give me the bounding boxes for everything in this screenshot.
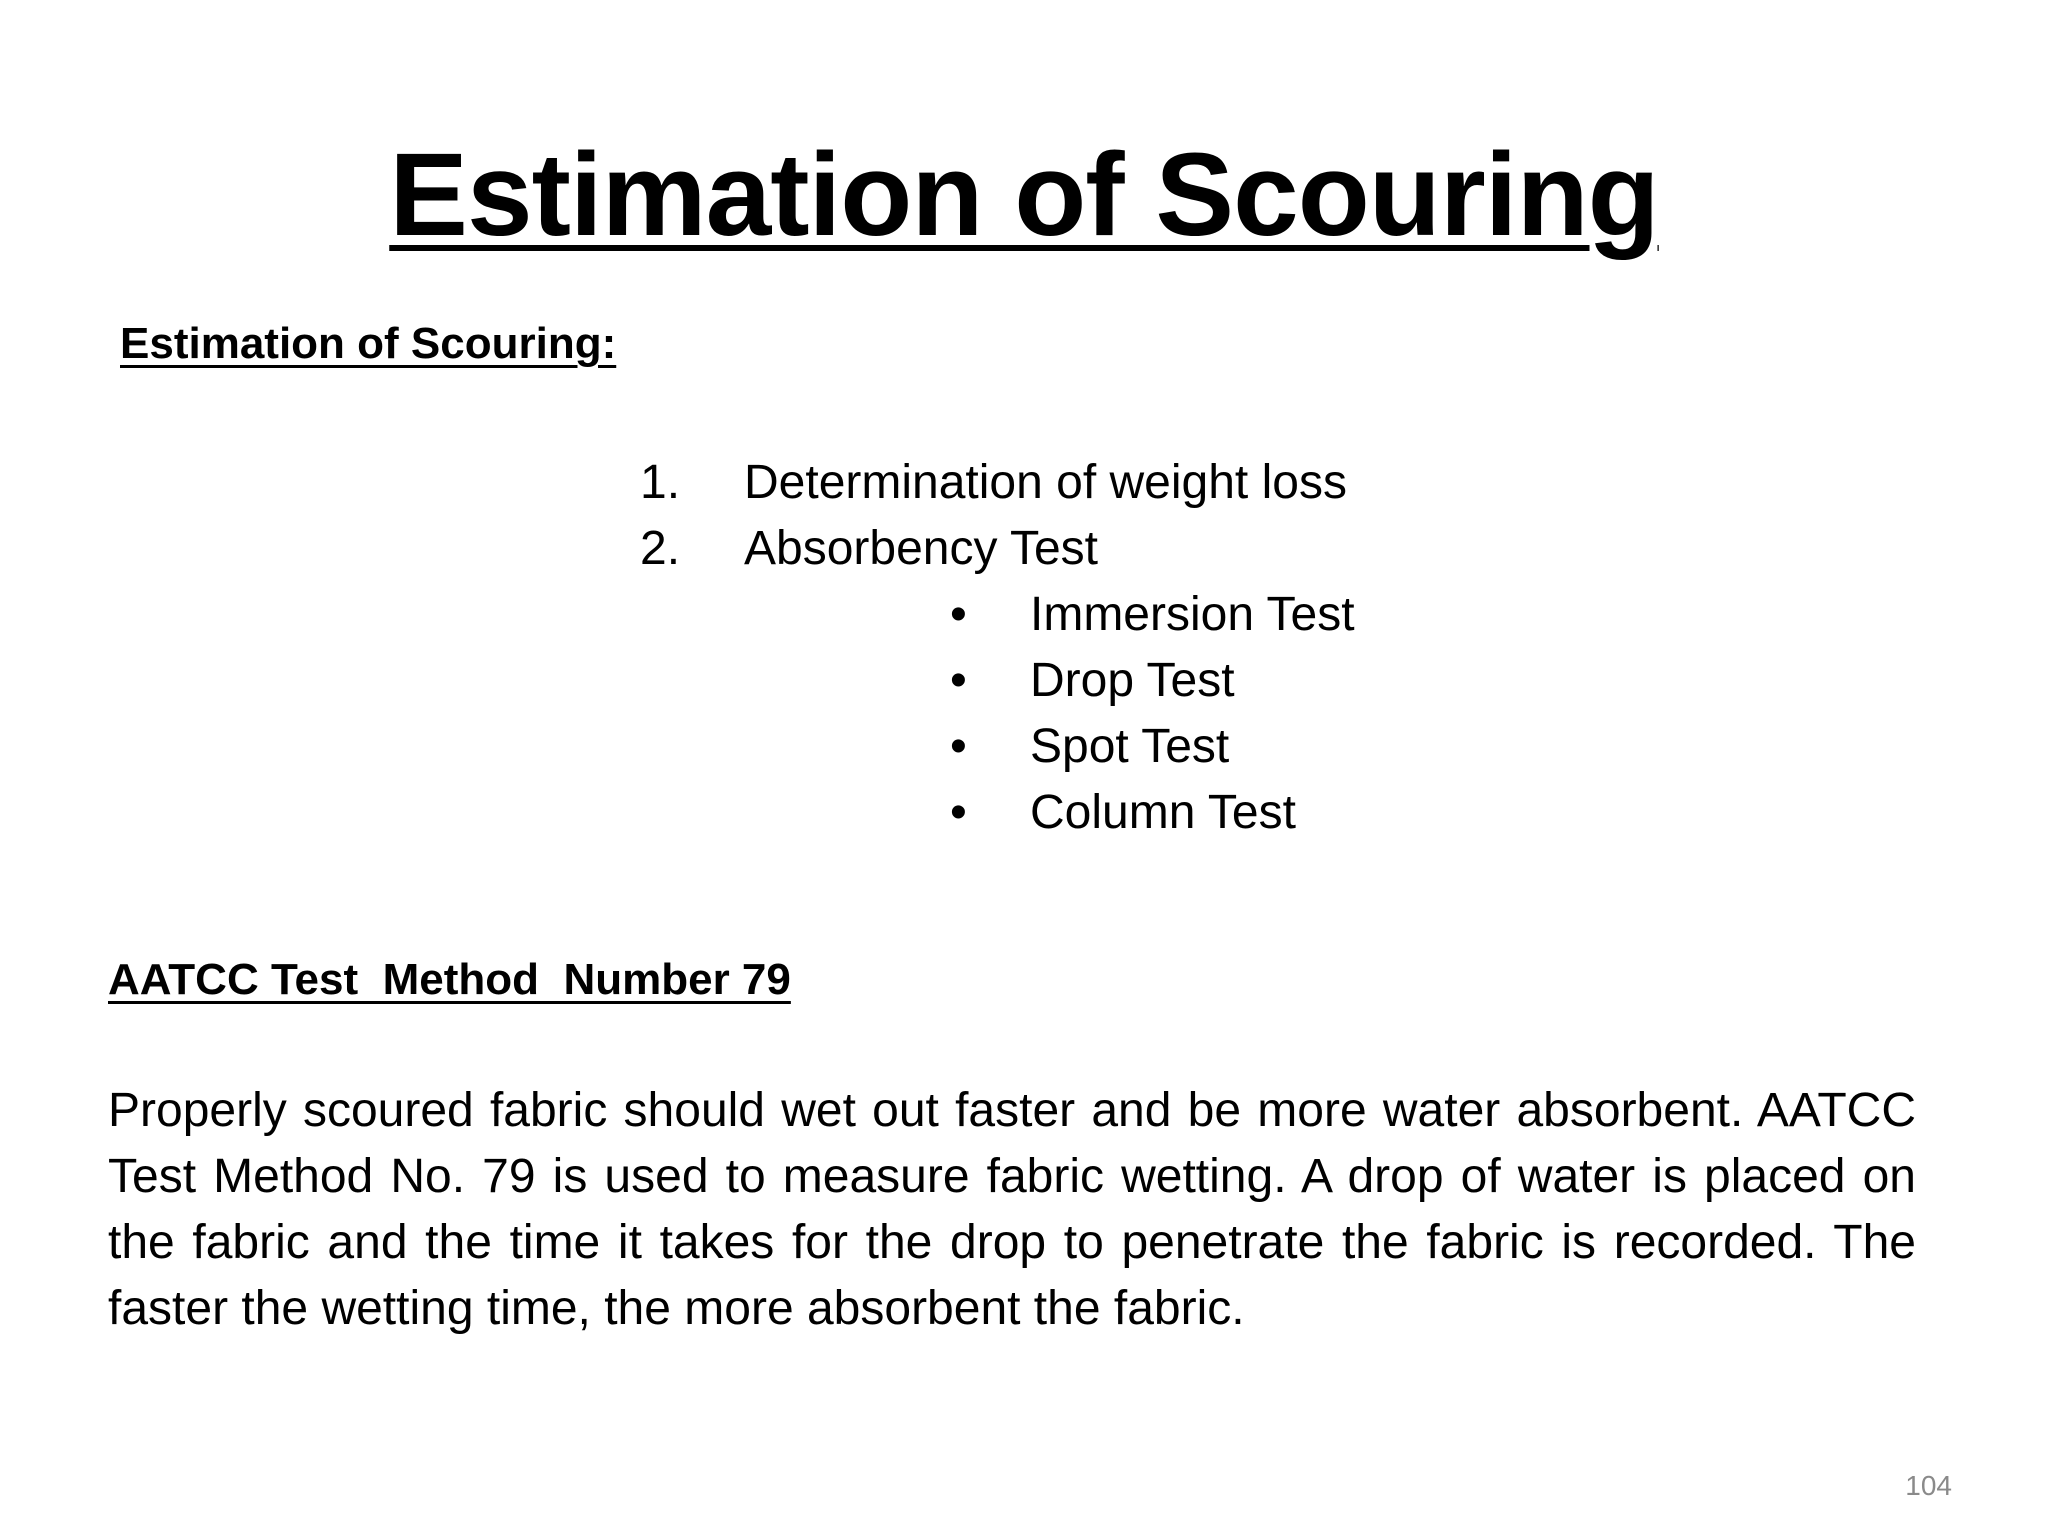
list-number: 1.: [640, 456, 681, 509]
list-item-text: Absorbency Test: [744, 522, 1098, 575]
numbered-list-item: [640, 450, 1347, 516]
bullet-icon: •: [950, 720, 967, 773]
numbered-list-item: [640, 516, 1347, 582]
bullet-list: [950, 582, 1355, 846]
slide-title-text: Estimation of Scouring: [389, 129, 1659, 261]
bullet-item-text: Spot Test: [1030, 720, 1230, 773]
page-number: 104: [1905, 1470, 1952, 1501]
bullet-item-text: Immersion Test: [1030, 588, 1355, 641]
bullet-list-item: [950, 648, 1355, 714]
method-heading: AATCC Test Method Number 79: [108, 955, 791, 1004]
numbered-list: [640, 450, 1347, 582]
bullet-icon: •: [950, 588, 967, 641]
bullet-item-text: Column Test: [1030, 786, 1296, 839]
slide-title: [0, 128, 2048, 264]
bullet-icon: •: [950, 786, 967, 839]
list-number: 2.: [640, 522, 681, 575]
section-subheading: Estimation of Scouring:: [120, 319, 617, 368]
body-paragraph: Properly scoured fabric should wet out faster and be more water absorbent. AATCC Test Method No. 79 is used to measure fabric wetting. A drop of water is placed on the fabric and the time it takes for the drop to penetrate the fabric is recorded. The faster the wetting time, the more absorbent the fabric.: [108, 1084, 1916, 1335]
list-item-text: Determination of weight loss: [744, 456, 1347, 509]
bullet-icon: •: [950, 654, 967, 707]
bullet-item-text: Drop Test: [1030, 654, 1235, 707]
bullet-list-item: [950, 714, 1355, 780]
bullet-list-item: [950, 582, 1355, 648]
bullet-list-item: [950, 780, 1355, 846]
